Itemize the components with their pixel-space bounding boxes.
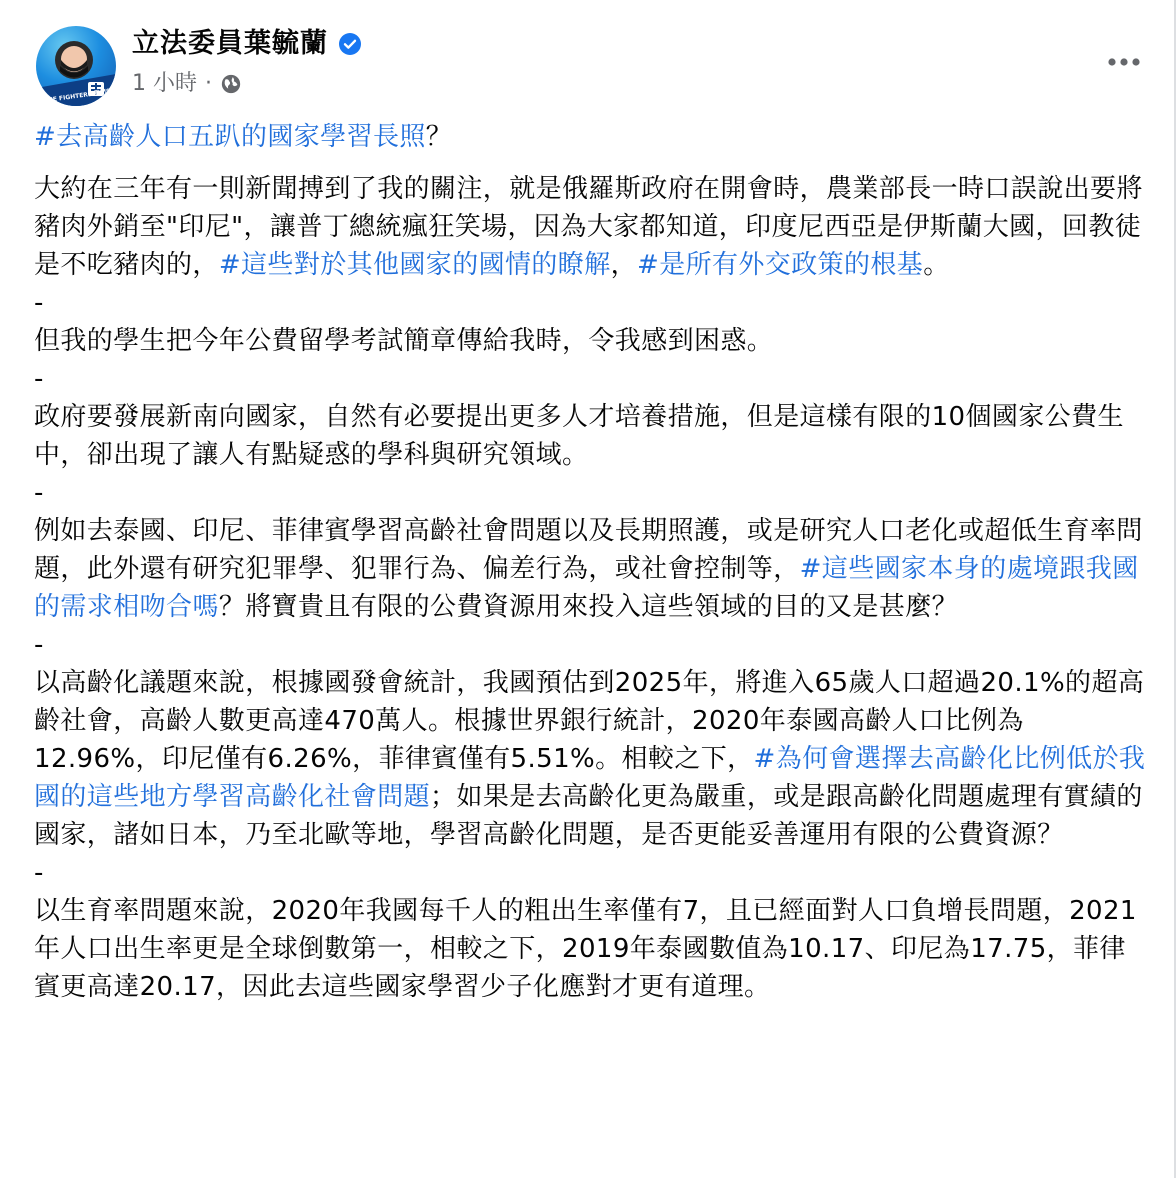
post-paragraph-4: 政府要發展新南向國家，自然有必要提出更多人才培養措施，但是這樣有限的10個國家公費生中，卻出現了讓人有點疑惑的學科與研究領域。 [34,402,1124,470]
paragraph-text: 以高齡化議題來說，根據國發會統計，我國預估到2025年，將進入65歲人口超過20.1%的超高齡社會，高齡人數更高達470萬人。根據世界銀行統計，2020年泰國高齡人口比例為12.96%，印尼僅有6.26%，菲律賓僅有5.51%。相較之下， [34,668,1145,774]
paragraph-text: ？ [425,122,453,152]
hashtag-link[interactable]: #這些國家本身的處境跟我國的需求相吻合嗎 [34,554,1139,622]
post-paragraph-2 [34,170,1146,284]
post-header [36,24,1146,108]
post-meta [132,69,242,99]
post-paragraph-6 [34,664,1146,854]
separator-dash: - [34,858,44,888]
paragraph-text: 例如去泰國、印尼、菲律賓學習高齡社會問題以及長期照護，或是研究人口老化或超低生育率問題，此外還有研究犯罪學、犯罪行為、偏差行為，或社會控制等， [34,516,1143,584]
hashtag-link[interactable]: #是所有外交政策的根基 [637,250,924,280]
avatar-caption: BLUE FIGHTERS 戰鬥藍 [39,87,113,106]
paragraph-text: 大約在三年有一則新聞搏到了我的關注，就是俄羅斯政府在開會時，農業部長一時口誤說出要將豬肉外銷至"印尼"，讓普丁總統瘋狂笑場，因為大家都知道，印度尼西亞是伊斯蘭大國，回教徒是不吃豬肉的， [34,174,1143,280]
meta-separator: · [205,71,212,96]
hashtag-link[interactable]: #為何會選擇去高齡化比例低於我國的這些地方學習高齡化社會問題 [34,744,1146,812]
post-paragraph-5 [34,512,1146,626]
separator-dash: - [34,630,44,660]
page-avatar[interactable] [36,26,116,106]
post-body [34,118,1146,1006]
paragraph-text: ；如果是去高齡化更為嚴重，或是跟高齡化問題處理有實績的國家，諸如日本，乃至北歐等地，學習高齡化問題，是否更能妥善運用有限的公費資源？ [34,782,1143,850]
page-name[interactable] [132,27,362,61]
paragraph-text: ？將寶貴且有限的公費資源用來投入這些領域的目的又是甚麼？ [218,592,959,622]
globe-icon[interactable] [220,73,242,95]
paragraph-text: 。 [923,250,950,280]
hashtag-link[interactable]: #這些對於其他國家的國情的瞭解 [218,250,611,280]
post-paragraph-1 [34,118,1146,156]
author-name[interactable]: 立法委員葉毓蘭 [132,28,328,59]
verified-badge-icon [338,32,362,56]
post-timestamp[interactable]: 1 小時 [132,71,197,96]
paragraph-text: ， [610,250,638,280]
more-horizontal-icon [1107,57,1141,67]
separator-dash: - [34,364,44,394]
post-paragraph-7: 以生育率問題來說，2020年我國每千人的粗出生率僅有7，且已經面對人口負增長問題，2021年人口出生率更是全球倒數第一，相較之下，2019年泰國數值為10.17、印尼為17.75，菲律賓更高達20.17，因此去這些國家學習少子化應對才更有道理。 [34,896,1137,1002]
separator-dash: - [34,478,44,508]
hashtag-link[interactable]: #去高齡人口五趴的國家學習長照 [34,122,426,152]
more-options-button[interactable] [1102,40,1146,84]
post-paragraph-3: 但我的學生把今年公費留學考試簡章傳給我時，令我感到困惑。 [34,326,774,356]
separator-dash: - [34,288,44,318]
